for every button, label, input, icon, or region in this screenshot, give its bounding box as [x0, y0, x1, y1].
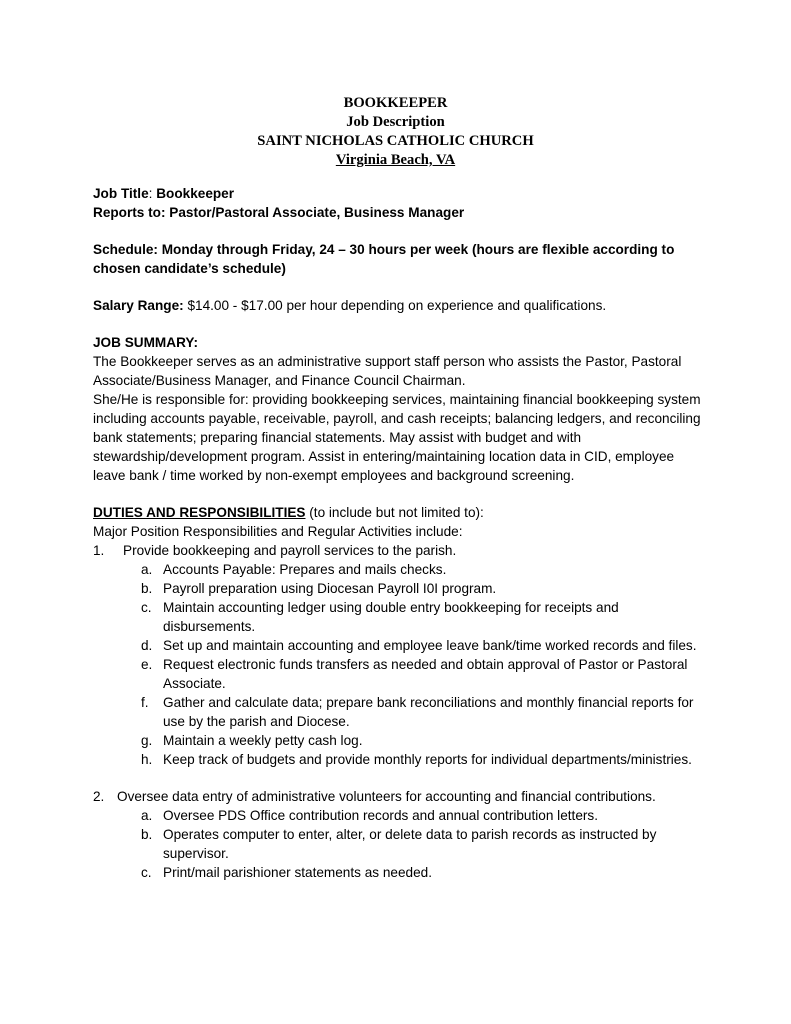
duty-item — [93, 787, 703, 882]
subitem-text: Maintain a weekly petty cash log. — [163, 733, 363, 748]
subitem-letter: b. — [141, 827, 153, 842]
subitem-text: Print/mail parishioner statements as needed. — [163, 865, 432, 880]
subitem-text: Keep track of budgets and provide monthly reports for individual departments/ministries. — [163, 752, 692, 767]
subitem-text: Accounts Payable: Prepares and mails checks. — [163, 562, 447, 577]
duty-text: Oversee data entry of administrative volunteers for accounting and financial contributions. — [117, 789, 656, 804]
duties-intro: Major Position Responsibilities and Regular Activities include: — [93, 524, 463, 539]
duty-subitem — [133, 655, 703, 693]
duty-number: 2. — [93, 789, 105, 804]
subitem-letter: e. — [141, 657, 153, 672]
header-subtitle: Job Description — [346, 114, 445, 130]
reports-to-line: Reports to: Pastor/Pastoral Associate, Business Manager — [93, 205, 465, 220]
duty-subitem — [133, 693, 703, 731]
header-church-name: SAINT NICHOLAS CATHOLIC CHURCH — [257, 133, 534, 149]
subitem-letter: c. — [141, 865, 152, 880]
subitem-letter: a. — [141, 808, 153, 823]
job-summary-paragraph-1: The Bookkeeper serves as an administrative support staff person who assists the Pastor, Pastoral Associate/Business Manager, and Finance Council Chairman. — [93, 354, 682, 388]
subitem-text: Oversee PDS Office contribution records and annual contribution letters. — [163, 808, 598, 823]
subitem-text: Operates computer to enter, alter, or delete data to parish records as instructed by supervisor. — [163, 827, 657, 861]
job-summary-paragraph-2: She/He is responsible for: providing bookkeeping services, maintaining financial bookkeeping system including accounts payable, receivable, payroll, and cash receipts; balancing ledgers, and reconciling bank statements; preparing financial statements. May assist with budget and with stewardship/development program. Assist in entering/maintaining location data in CID, employee leave bank / time worked by non-exempt employees and background screening. — [93, 392, 701, 483]
schedule-line: Schedule: Monday through Friday, 24 – 30 hours per week (hours are flexible according to chosen candidate’s schedule) — [93, 242, 675, 276]
duty-subitem — [133, 598, 703, 636]
duty-number: 1. — [93, 543, 105, 558]
subitem-text: Request electronic funds transfers as needed and obtain approval of Pastor or Pastoral Associate. — [163, 657, 688, 691]
job-summary-heading: JOB SUMMARY: — [93, 335, 198, 350]
salary-line — [93, 296, 703, 315]
subitem-letter: d. — [141, 638, 153, 653]
document-header — [0, 94, 791, 170]
job-title-label: Job Title — [93, 186, 149, 201]
subitem-text: Payroll preparation using Diocesan Payroll I0I program. — [163, 581, 497, 596]
duty-subitem — [133, 560, 703, 579]
duties-heading-note: (to include but not limited to): — [305, 505, 484, 520]
duty-sublist — [93, 560, 703, 769]
subitem-letter: a. — [141, 562, 153, 577]
duty-subitem — [133, 579, 703, 598]
duty-item — [93, 541, 703, 769]
subitem-text: Gather and calculate data; prepare bank reconciliations and monthly financial reports for use by the parish and Diocese. — [163, 695, 694, 729]
duty-text: Provide bookkeeping and payroll services to the parish. — [123, 543, 457, 558]
duty-sublist — [93, 806, 703, 882]
subitem-letter: h. — [141, 752, 153, 767]
subitem-letter: c. — [141, 600, 152, 615]
document-body — [93, 184, 703, 882]
subitem-text: Set up and maintain accounting and employee leave bank/time worked records and files. — [163, 638, 697, 653]
duty-subitem — [133, 636, 703, 655]
duty-subitem — [133, 806, 703, 825]
job-title-value: Bookkeeper — [152, 186, 235, 201]
subitem-letter: b. — [141, 581, 153, 596]
duties-heading: DUTIES AND RESPONSIBILITIES — [93, 505, 306, 520]
subitem-letter: g. — [141, 733, 153, 748]
salary-label: Salary Range: — [93, 298, 184, 313]
header-position-title: BOOKKEEPER — [343, 95, 448, 111]
duty-subitem — [133, 825, 703, 863]
duty-subitem — [133, 750, 703, 769]
header-location: Virginia Beach, VA — [335, 152, 456, 168]
job-title-colon: : — [148, 186, 153, 201]
subitem-text: Maintain accounting ledger using double entry bookkeeping for receipts and disbursements. — [163, 600, 619, 634]
duty-subitem — [133, 863, 703, 882]
duties-list — [93, 541, 703, 882]
duties-heading-line — [93, 503, 703, 522]
subitem-letter: f. — [141, 695, 149, 710]
duty-subitem — [133, 731, 703, 750]
salary-value: $14.00 - $17.00 per hour depending on experience and qualifications. — [183, 298, 607, 313]
job-title-line — [93, 184, 703, 203]
